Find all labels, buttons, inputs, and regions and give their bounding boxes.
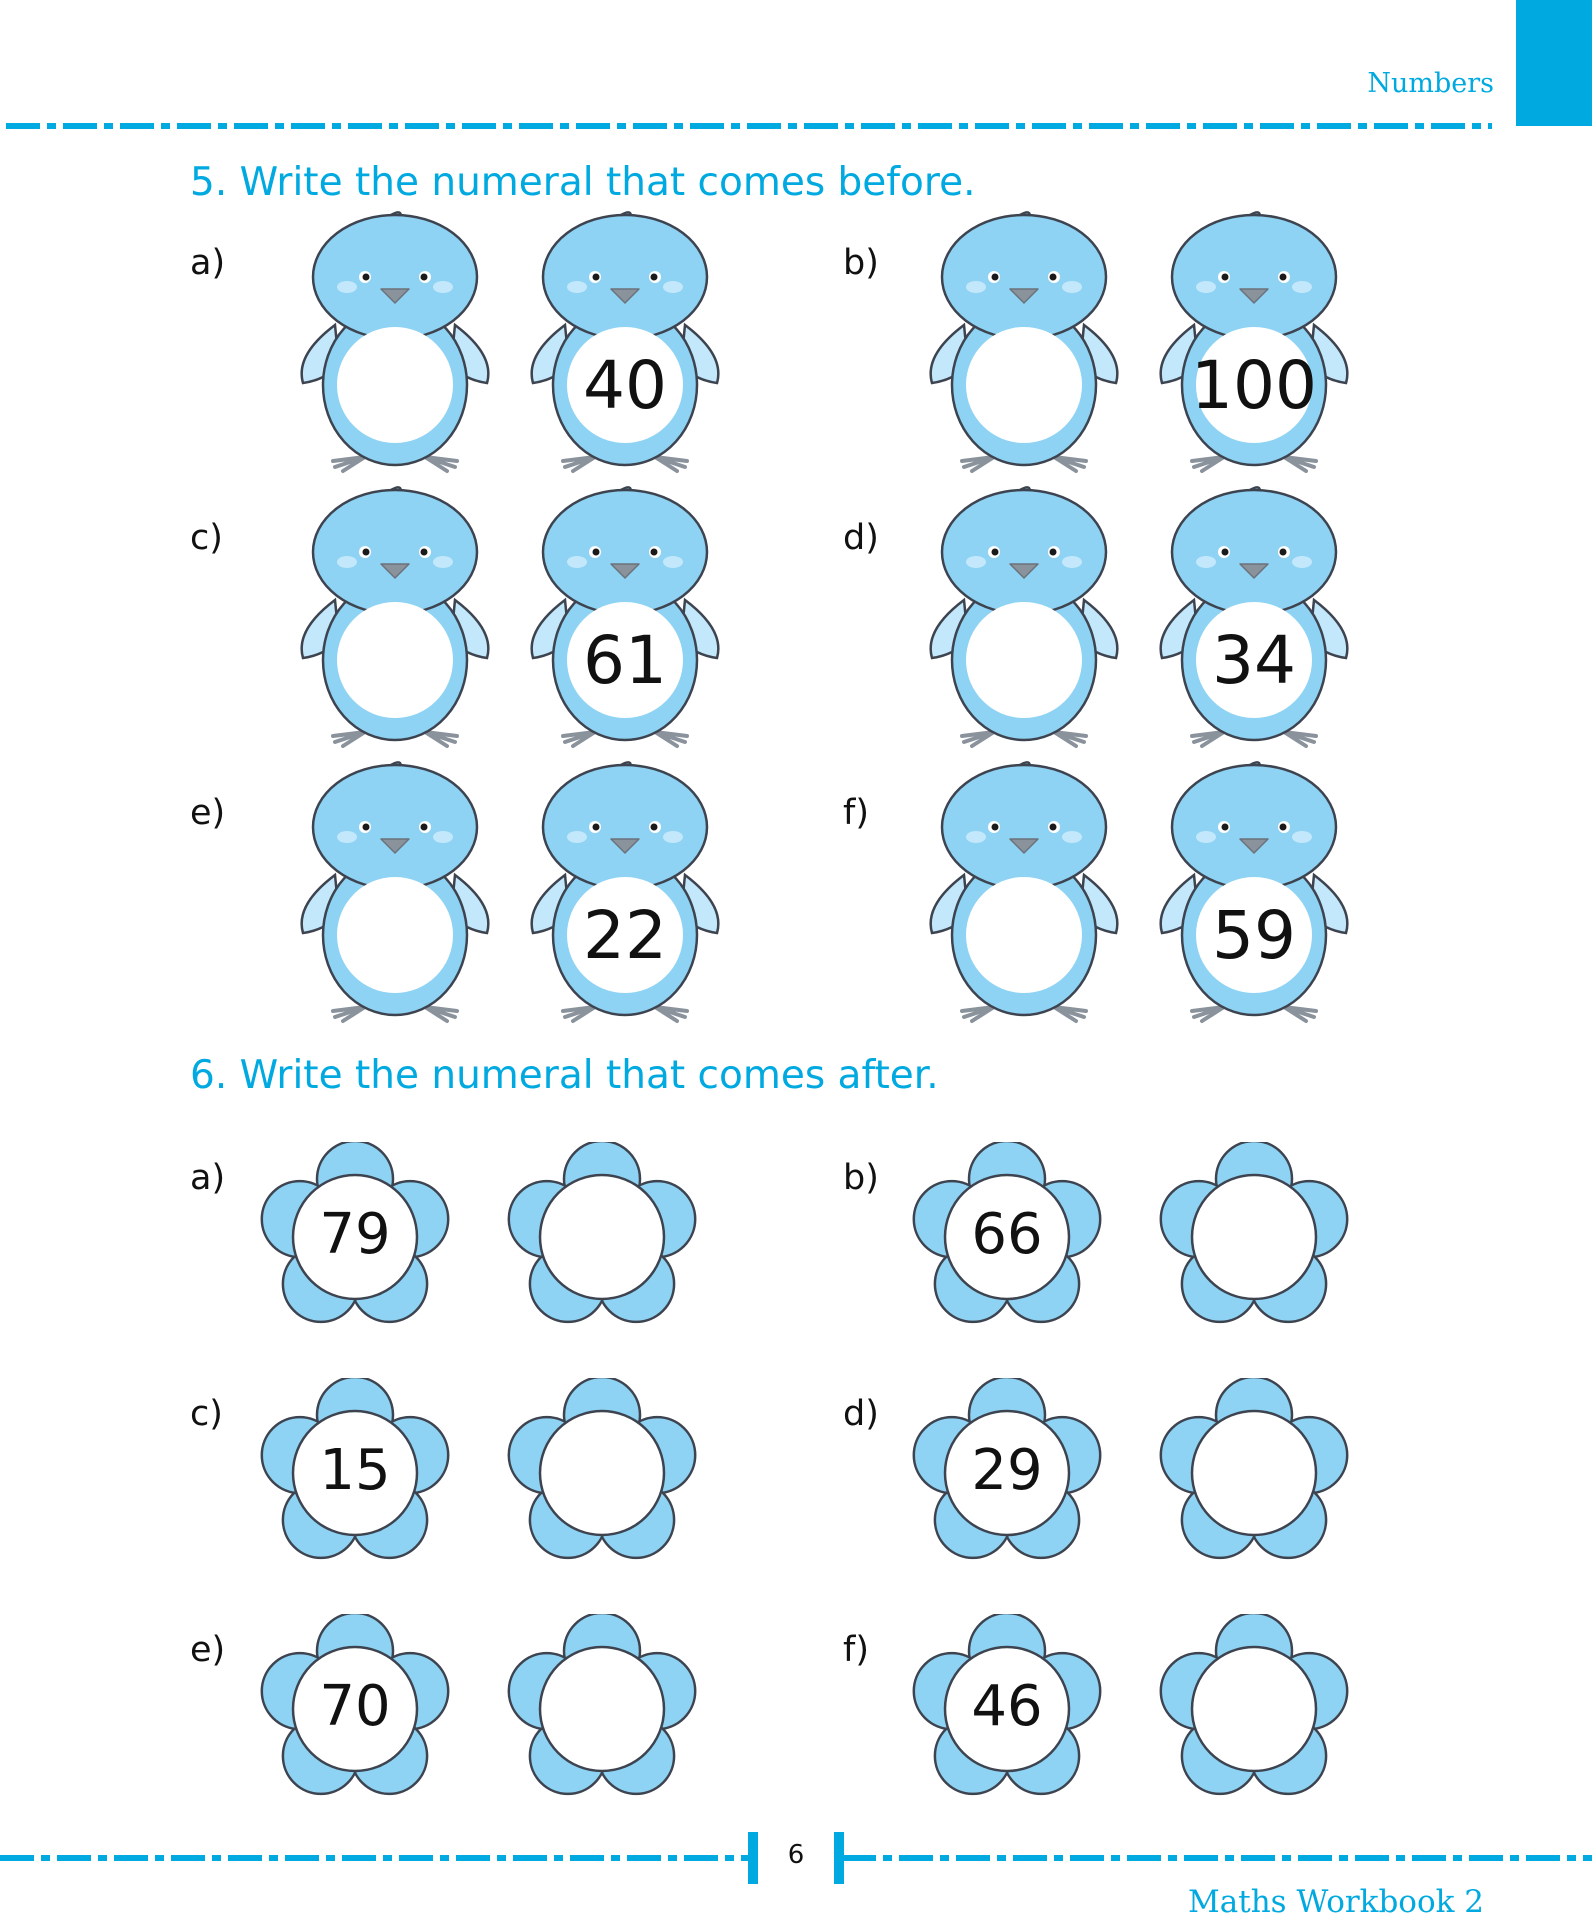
ex5-item-4-given-number: 22: [583, 897, 667, 974]
ex5-item-3-given-number: 34: [1212, 622, 1296, 699]
page-number: 6: [787, 1840, 805, 1870]
ex5-item-3-letter: d): [843, 518, 879, 558]
ex6-item-2-given-number: 15: [319, 1438, 391, 1503]
ex5-item-4-given-bird: [525, 755, 725, 1025]
ex6-item-3-given-number: 29: [971, 1438, 1043, 1503]
ex6-item-0-given-number: 79: [319, 1202, 391, 1267]
ex6-item-2-given-flower: [260, 1378, 450, 1568]
ex6-item-5-answer-flower[interactable]: [1159, 1614, 1349, 1804]
ex6-item-4-answer-flower[interactable]: [507, 1614, 697, 1804]
ex5-item-2-given-bird: [525, 480, 725, 750]
ex5-item-4-answer-bird[interactable]: [295, 755, 495, 1025]
ex5-item-1-letter: b): [843, 243, 879, 283]
ex6-item-0-letter: a): [190, 1158, 226, 1198]
ex5-item-2-given-number: 61: [583, 622, 667, 699]
ex5-item-3-given-bird: [1154, 480, 1354, 750]
footer-rule-left: [0, 1855, 750, 1861]
ex6-item-4-given-flower: [260, 1614, 450, 1804]
ex5-item-0-answer-bird[interactable]: [295, 205, 495, 475]
ex5-item-2-letter: c): [190, 518, 223, 558]
ex6-item-3-given-flower: [912, 1378, 1102, 1568]
ex5-item-5-given-number: 59: [1212, 897, 1296, 974]
ex5-item-3-answer-bird[interactable]: [924, 480, 1124, 750]
ex5-item-0-given-bird: [525, 205, 725, 475]
ex5-item-1-given-number: 100: [1191, 347, 1317, 424]
ex6-item-2-letter: c): [190, 1394, 223, 1434]
ex5-item-5-answer-bird[interactable]: [924, 755, 1124, 1025]
section-label: Numbers: [1367, 68, 1494, 99]
ex6-item-5-given-number: 46: [971, 1674, 1043, 1739]
book-title: Maths Workbook 2: [1188, 1884, 1484, 1920]
ex5-item-0-given-number: 40: [583, 347, 667, 424]
ex5-item-0-letter: a): [190, 243, 226, 283]
ex6-item-3-letter: d): [843, 1394, 879, 1434]
ex5-item-1-answer-bird[interactable]: [924, 205, 1124, 475]
ex6-item-5-given-flower: [912, 1614, 1102, 1804]
footer-rule-right: [842, 1855, 1592, 1861]
ex6-item-1-given-flower: [912, 1142, 1102, 1332]
exercise-6-heading: 6. Write the numeral that comes after.: [190, 1053, 939, 1098]
ex5-item-1-given-bird: [1154, 205, 1354, 475]
ex5-item-5-given-bird: [1154, 755, 1354, 1025]
ex6-item-0-given-flower: [260, 1142, 450, 1332]
ex6-item-4-letter: e): [190, 1630, 226, 1670]
ex6-item-1-answer-flower[interactable]: [1159, 1142, 1349, 1332]
header-rule: [6, 123, 1492, 129]
ex6-item-4-given-number: 70: [319, 1674, 391, 1739]
ex6-item-1-letter: b): [843, 1158, 879, 1198]
ex6-item-5-letter: f): [843, 1630, 869, 1670]
ex5-item-5-letter: f): [843, 793, 869, 833]
ex5-item-2-answer-bird[interactable]: [295, 480, 495, 750]
exercise-5-heading: 5. Write the numeral that comes before.: [190, 160, 976, 205]
ex6-item-1-given-number: 66: [971, 1202, 1043, 1267]
ex6-item-3-answer-flower[interactable]: [1159, 1378, 1349, 1568]
ex5-item-4-letter: e): [190, 793, 226, 833]
ex6-item-2-answer-flower[interactable]: [507, 1378, 697, 1568]
ex6-item-0-answer-flower[interactable]: [507, 1142, 697, 1332]
corner-tab: [1516, 0, 1592, 126]
